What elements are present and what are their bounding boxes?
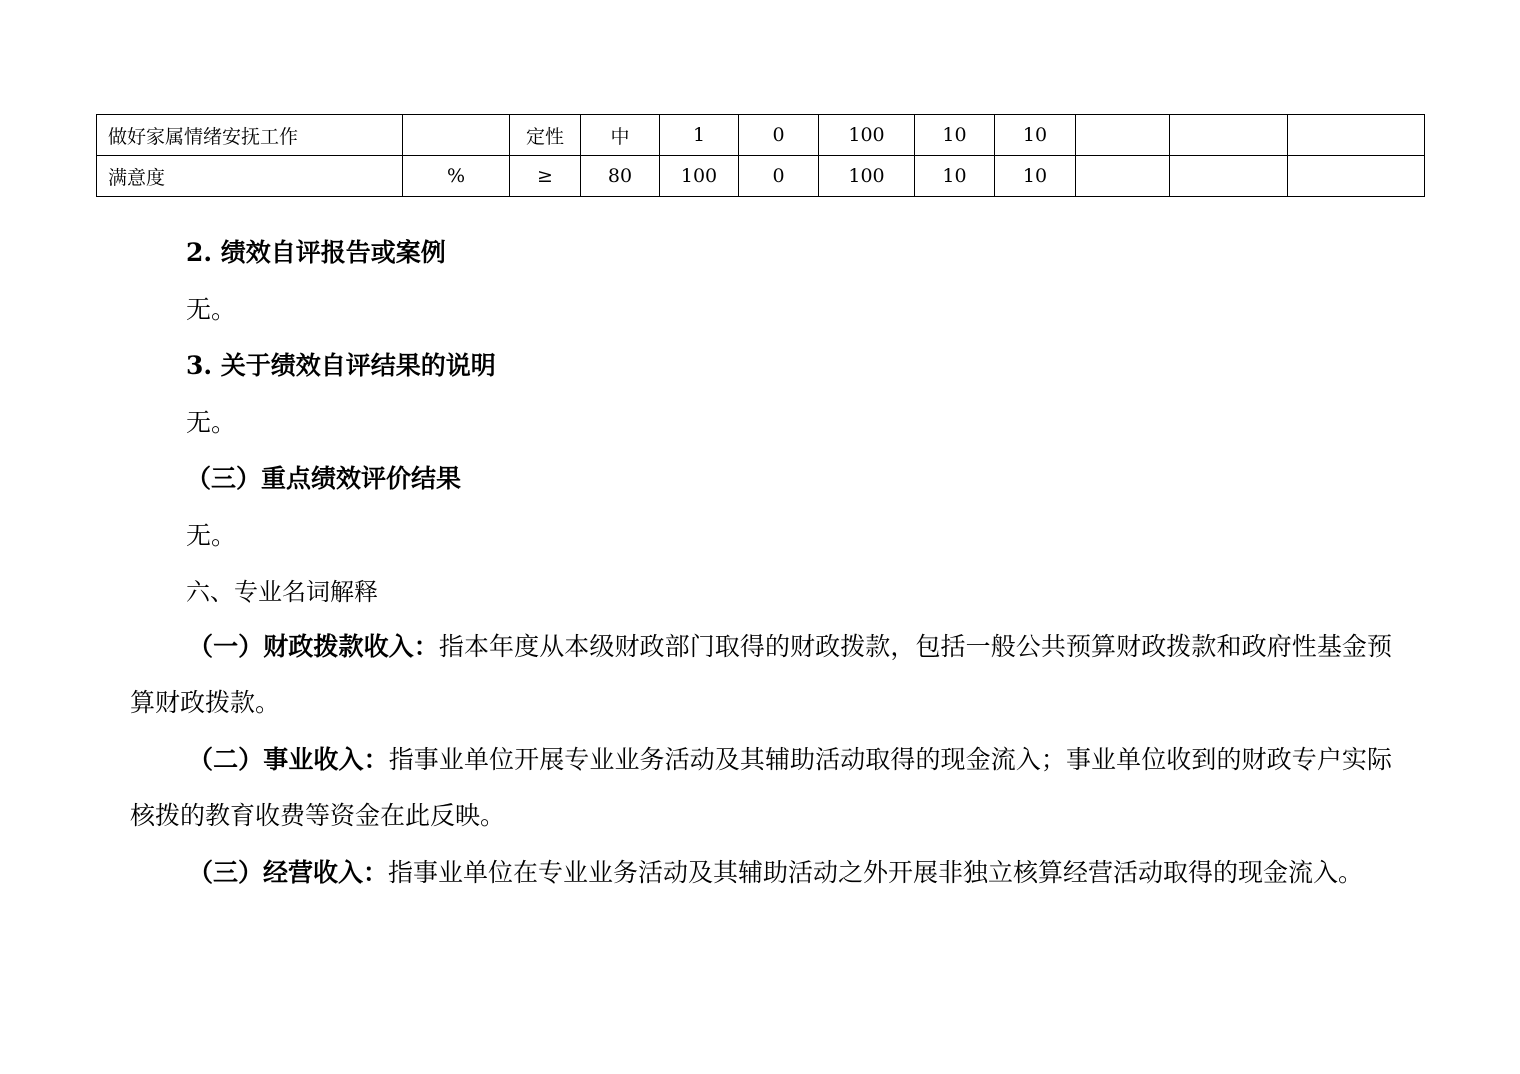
key-eval-result-body: 无。 (186, 521, 237, 550)
completion-rate-cell: 100 (819, 115, 915, 156)
operator-cell: 定性 (510, 115, 581, 156)
indicator-name-cell: 满意度 (97, 156, 403, 197)
deviation-cell: 0 (739, 115, 819, 156)
empty-cell (1288, 115, 1425, 156)
empty-cell (1076, 156, 1170, 197)
glossary-definition: 指事业单位开展专业业务活动及其辅助活动取得的现金流入；事业单位收到的财政专户实际核拨的教育收费等资金在此反映。 (130, 745, 1392, 830)
self-eval-report-heading: 2. 绩效自评报告或案例 (186, 238, 446, 267)
score-cell: 10 (995, 156, 1076, 197)
glossary-heading: 六、专业名词解释 (186, 578, 378, 606)
score-cell: 10 (995, 115, 1076, 156)
glossary-term: （一）财政拨款收入： (188, 632, 439, 661)
actual-value-cell: 1 (660, 115, 739, 156)
self-eval-report-body: 无。 (186, 295, 237, 324)
glossary-definition: 指本年度从本级财政部门取得的财政拨款，包括一般公共预算财政拨款和政府性基金预算财政拨款。 (130, 632, 1392, 717)
self-eval-result-heading: 3. 关于绩效自评结果的说明 (186, 351, 496, 380)
glossary-item-business-income (130, 732, 1392, 844)
table-row (97, 156, 1425, 197)
empty-cell (1076, 115, 1170, 156)
self-eval-result-body: 无。 (186, 408, 237, 437)
key-eval-result-heading: （三）重点绩效评价结果 (186, 464, 462, 493)
completion-rate-cell: 100 (819, 156, 915, 197)
unit-cell: % (403, 156, 510, 197)
operator-cell: ≥ (510, 156, 581, 197)
weight-cell: 10 (915, 156, 995, 197)
actual-value-cell: 100 (660, 156, 739, 197)
target-value-cell: 80 (581, 156, 660, 197)
deviation-cell: 0 (739, 156, 819, 197)
unit-cell (403, 115, 510, 156)
empty-cell (1170, 156, 1288, 197)
glossary-definition: 指事业单位在专业业务活动及其辅助活动之外开展非独立核算经营活动取得的现金流入。 (388, 858, 1364, 887)
glossary-item-fiscal-appropriation (130, 619, 1392, 731)
target-value-cell: 中 (581, 115, 660, 156)
glossary-term: （二）事业收入： (188, 745, 389, 774)
glossary-item-operating-income (130, 845, 1392, 901)
indicator-name-cell: 做好家属情绪安抚工作 (97, 115, 403, 156)
glossary-term: （三）经营收入： (188, 858, 389, 887)
table-row (97, 115, 1425, 156)
empty-cell (1288, 156, 1425, 197)
empty-cell (1170, 115, 1288, 156)
weight-cell: 10 (915, 115, 995, 156)
performance-indicator-table (96, 114, 1425, 197)
